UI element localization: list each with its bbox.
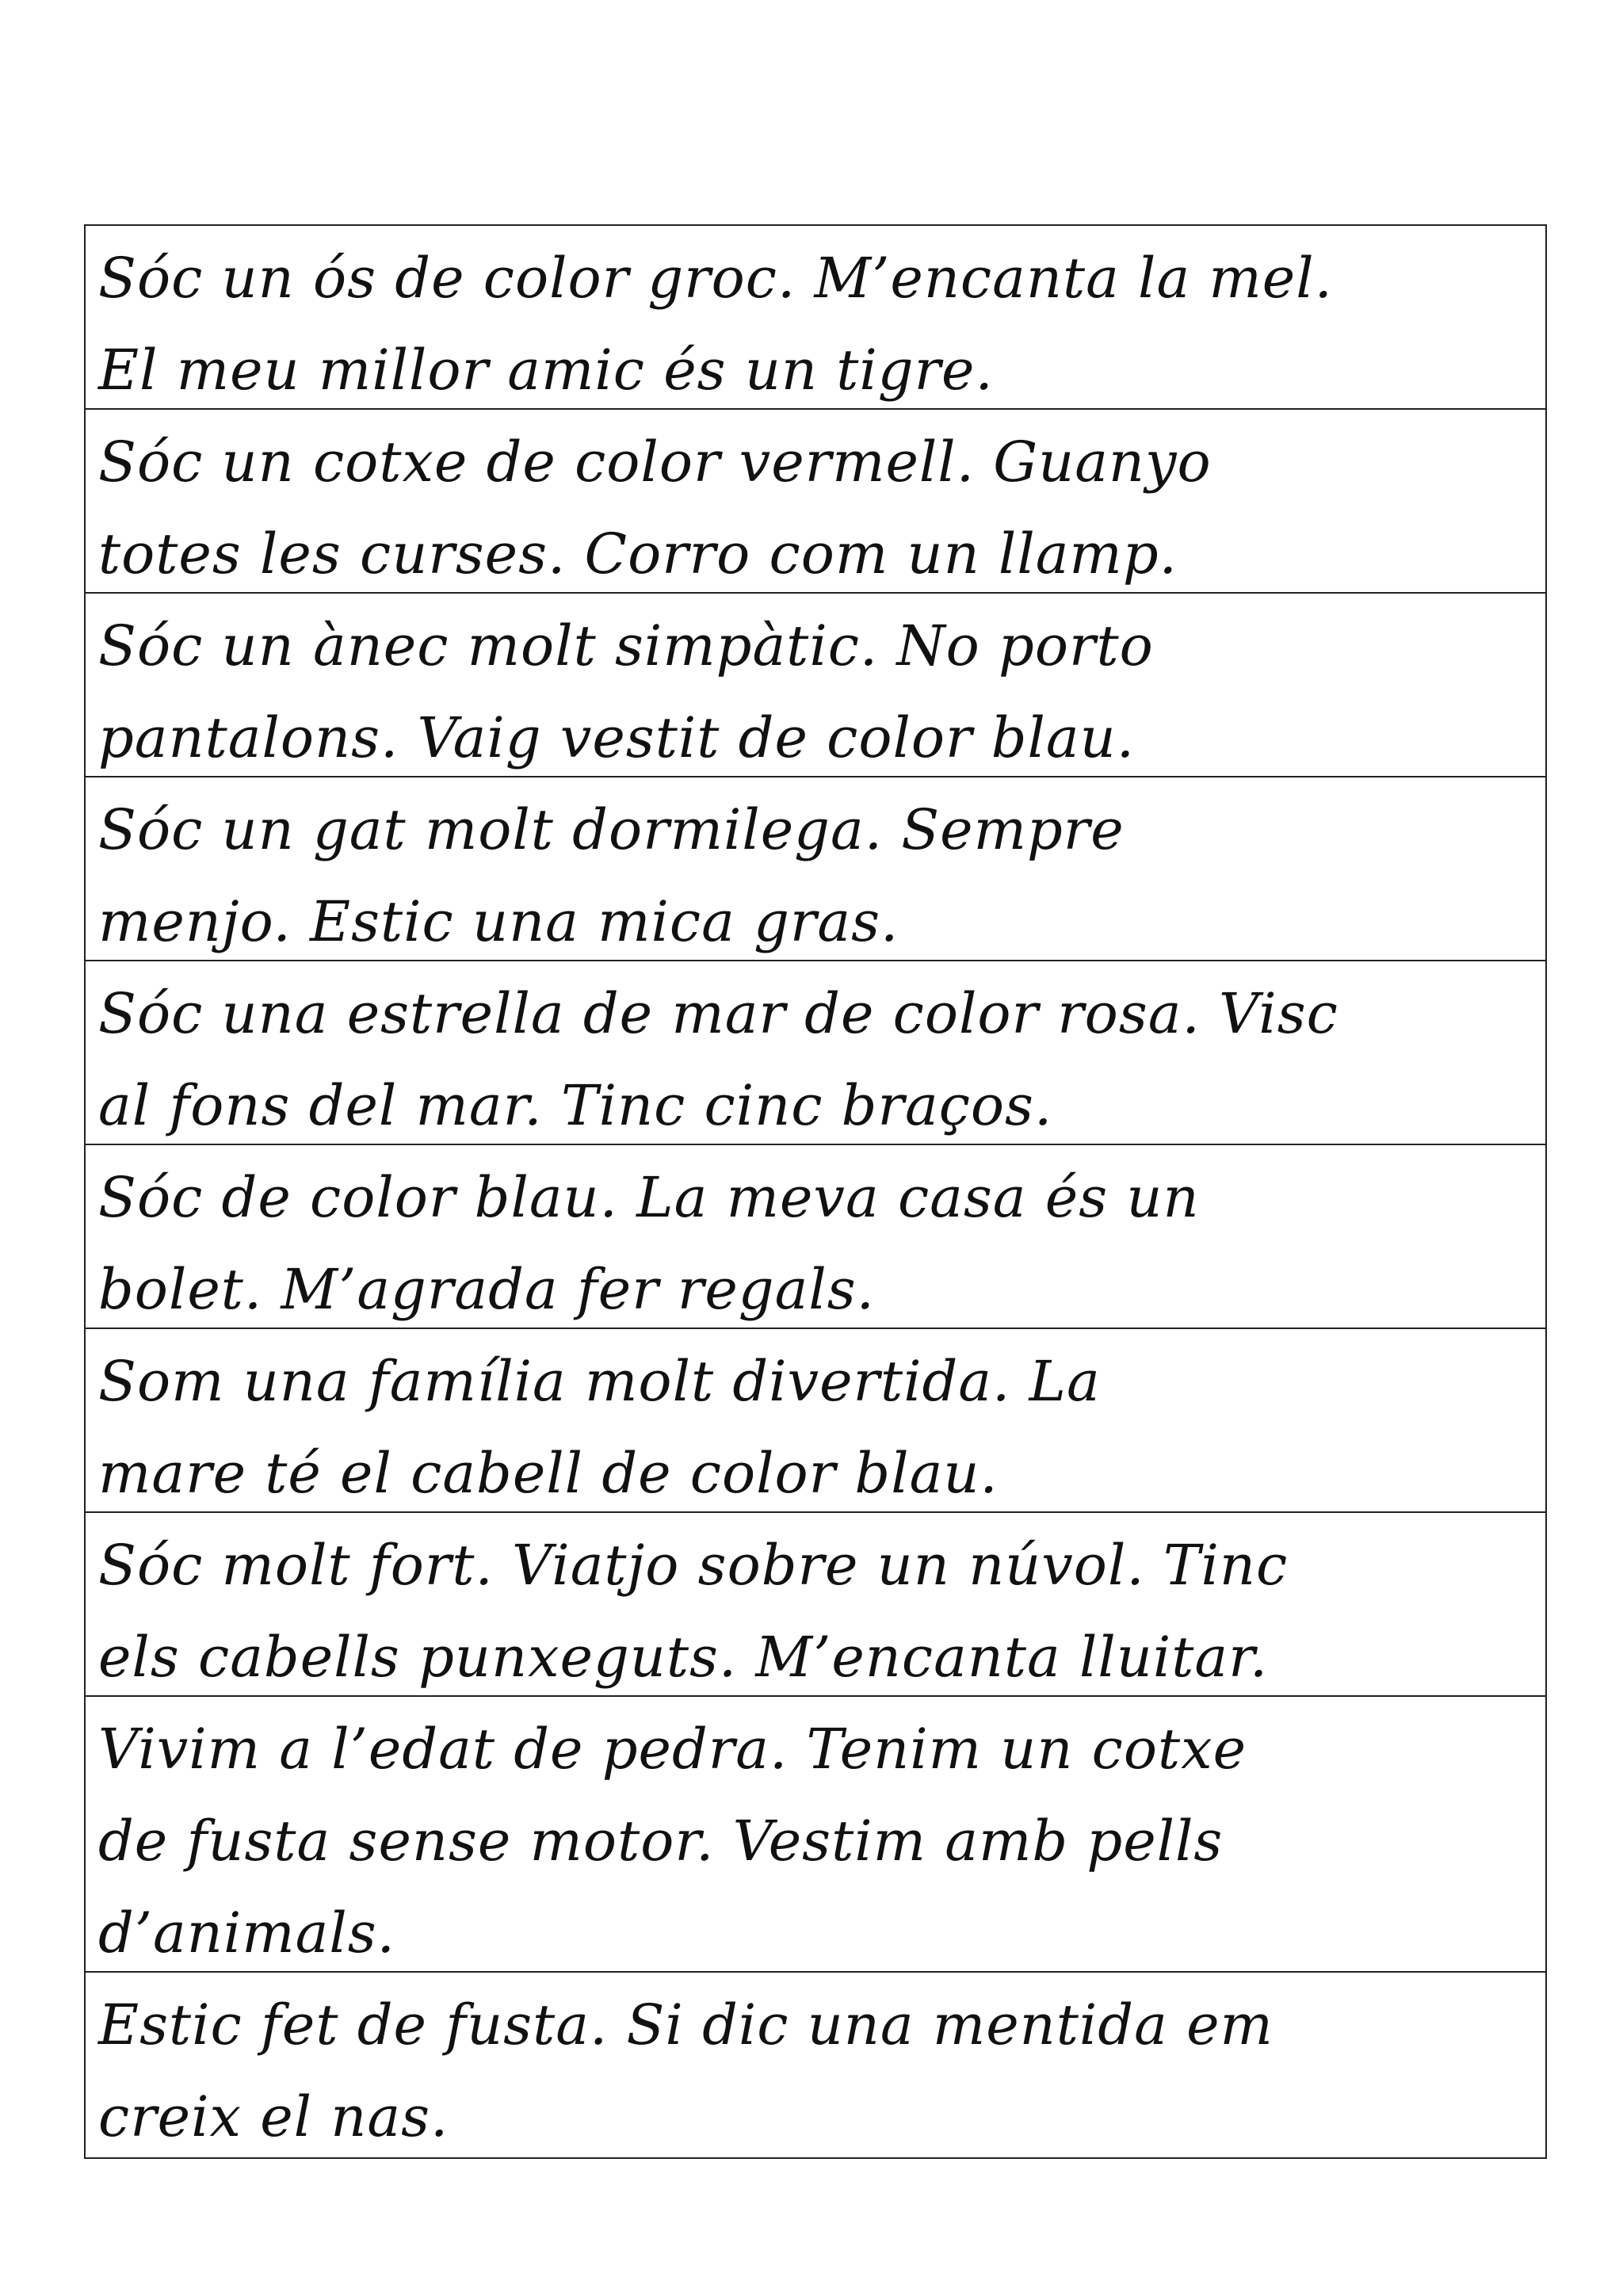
riddle-1-line-2: El meu millor amic és un tigre.	[98, 338, 994, 403]
riddle-cell-6	[86, 1145, 1545, 1329]
riddle-6-line-1: Sóc de color blau. La meva casa és un	[98, 1165, 1200, 1230]
riddle-3-line-1: Sóc un ànec molt simpàtic. No porto	[98, 613, 1154, 678]
riddle-8-line-1: Sóc molt fort. Viatjo sobre un núvol. Tinc	[98, 1533, 1289, 1598]
riddle-cell-1	[86, 226, 1545, 410]
riddle-6-line-2: bolet. M’agrada fer regals.	[98, 1257, 875, 1322]
riddle-5-line-1: Sóc una estrella de mar de color rosa. Visc	[98, 981, 1338, 1046]
riddle-cell-9	[86, 1697, 1545, 1973]
riddle-3-line-2: pantalons. Vaig vestit de color blau.	[98, 705, 1135, 770]
riddle-cell-10	[86, 1973, 1545, 2157]
riddle-cell-8	[86, 1513, 1545, 1697]
riddle-9-line-1: Vivim a l’edat de pedra. Tenim un cotxe	[98, 1717, 1247, 1782]
riddle-cell-2	[86, 410, 1545, 594]
riddle-table	[84, 224, 1547, 2159]
riddle-5-line-2: al fons del mar. Tinc cinc braços.	[98, 1073, 1053, 1138]
riddle-2-line-2: totes les curses. Corro com un llamp.	[98, 521, 1178, 586]
riddle-cell-4	[86, 777, 1545, 961]
riddle-cell-5	[86, 961, 1545, 1145]
riddle-4-line-2: menjo. Estic una mica gras.	[98, 889, 899, 954]
riddle-10-line-1: Estic fet de fusta. Si dic una mentida em	[98, 1992, 1274, 2057]
riddle-cell-3	[86, 594, 1545, 777]
riddle-1-line-1: Sóc un ós de color groc. M’encanta la mel.	[98, 246, 1333, 311]
riddle-9-line-3: d’animals.	[98, 1901, 395, 1966]
riddle-7-line-2: mare té el cabell de color blau.	[98, 1441, 999, 1506]
riddle-10-line-2: creix el nas.	[98, 2084, 449, 2149]
riddle-cell-7	[86, 1329, 1545, 1513]
riddle-4-line-1: Sóc un gat molt dormilega. Sempre	[98, 797, 1125, 862]
riddle-9-line-2: de fusta sense motor. Vestim amb pells	[98, 1809, 1224, 1874]
riddle-2-line-1: Sóc un cotxe de color vermell. Guanyo	[98, 430, 1212, 495]
riddle-7-line-1: Som una família molt divertida. La	[98, 1349, 1101, 1414]
riddle-8-line-2: els cabells punxeguts. M’encanta lluitar.	[98, 1625, 1269, 1690]
